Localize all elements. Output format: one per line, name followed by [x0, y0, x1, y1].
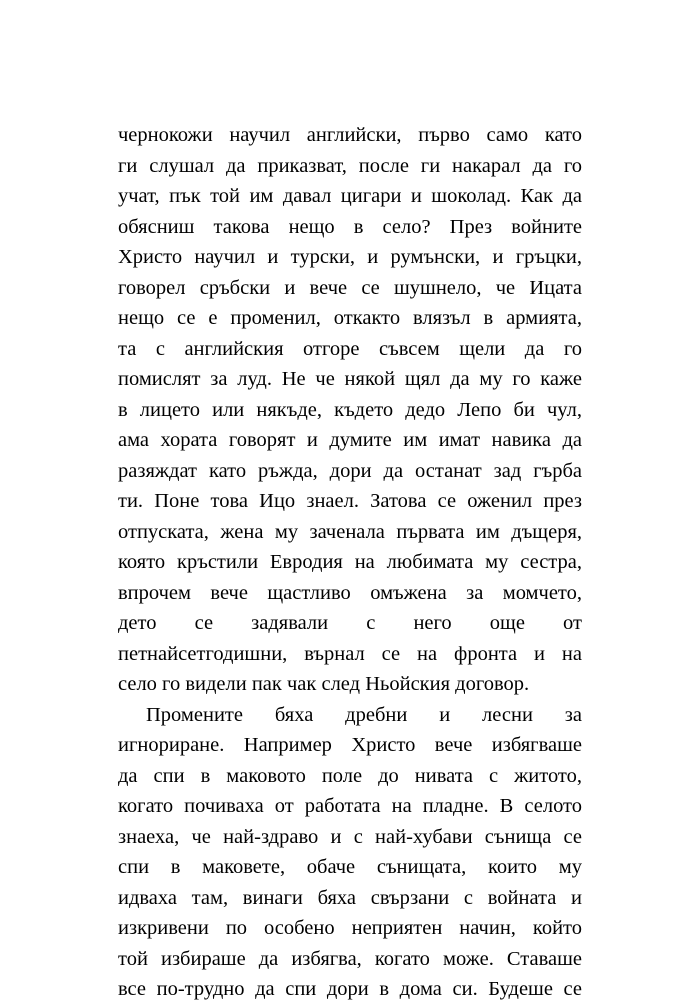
text-line: игнориране. Например Христо вече избягваше — [118, 734, 582, 756]
text-line: все по-трудно да спи дори в дома си. Будеше се — [118, 978, 582, 1000]
text-line: ти. Поне това Ицо знаел. Затова се оженил през — [118, 490, 582, 512]
text-line: учат, пък той им давал цигари и шоколад. Как да — [118, 185, 582, 207]
text-line: разяждат като ръжда, дори да останат зад гърба — [118, 459, 582, 482]
paragraph-1 — [118, 120, 582, 700]
text-line: ги слушал да приказват, после ги накарал да го — [118, 154, 582, 177]
text-line: изкривени по особено неприятен начин, който — [118, 917, 582, 939]
text-line: помислят за луд. Не че някой щял да му го каже — [118, 368, 582, 390]
body-text — [118, 120, 582, 1005]
text-line: петнайсетгодишни, върнал се на фронта и на — [118, 642, 582, 665]
text-line: говорел сръбски и вече се шушнело, че Ицата — [118, 276, 582, 299]
text-line: в лицето или някъде, където дедо Лепо би чул, — [118, 398, 582, 421]
text-line: Промените бяха дребни и лесни за — [146, 703, 582, 726]
text-line: впрочем вече щастливо омъжена за момчето, — [118, 581, 582, 604]
text-line: село го видели пак чак след Ньойския договор. — [118, 673, 530, 695]
text-line: Христо научил и турски, и румънски, и гръцки, — [118, 246, 582, 268]
text-line: нещо се е променил, откакто влязъл в армията, — [118, 307, 582, 329]
paragraph-2 — [118, 700, 582, 1005]
text-line: да спи в маковото поле до нивата с житото, — [118, 764, 582, 787]
text-line: дето се задявали с него още от — [118, 612, 582, 634]
text-line: идваха там, винаги бяха свързани с войната и — [118, 886, 582, 909]
text-line: която кръстили Евродия на любимата му сестра, — [118, 551, 582, 573]
text-line: спи в маковете, обаче сънищата, които му — [118, 856, 582, 878]
text-line: обясниш такова нещо в село? През войните — [118, 215, 582, 238]
text-line: знаеха, че най-здраво и с най-хубави сънища се — [118, 825, 582, 848]
text-line: ама хората говорят и думите им имат навика да — [118, 429, 582, 451]
text-line: той избираше да избягва, когато може. Ставаше — [118, 947, 582, 970]
text-line: та с английския отгоре съвсем щели да го — [118, 337, 582, 360]
text-line: чернокожи научил английски, първо само като — [118, 124, 582, 146]
text-line: отпуската, жена му заченала първата им дъщеря, — [118, 520, 582, 543]
text-line: когато почиваха от работата на пладне. В селото — [118, 795, 582, 817]
